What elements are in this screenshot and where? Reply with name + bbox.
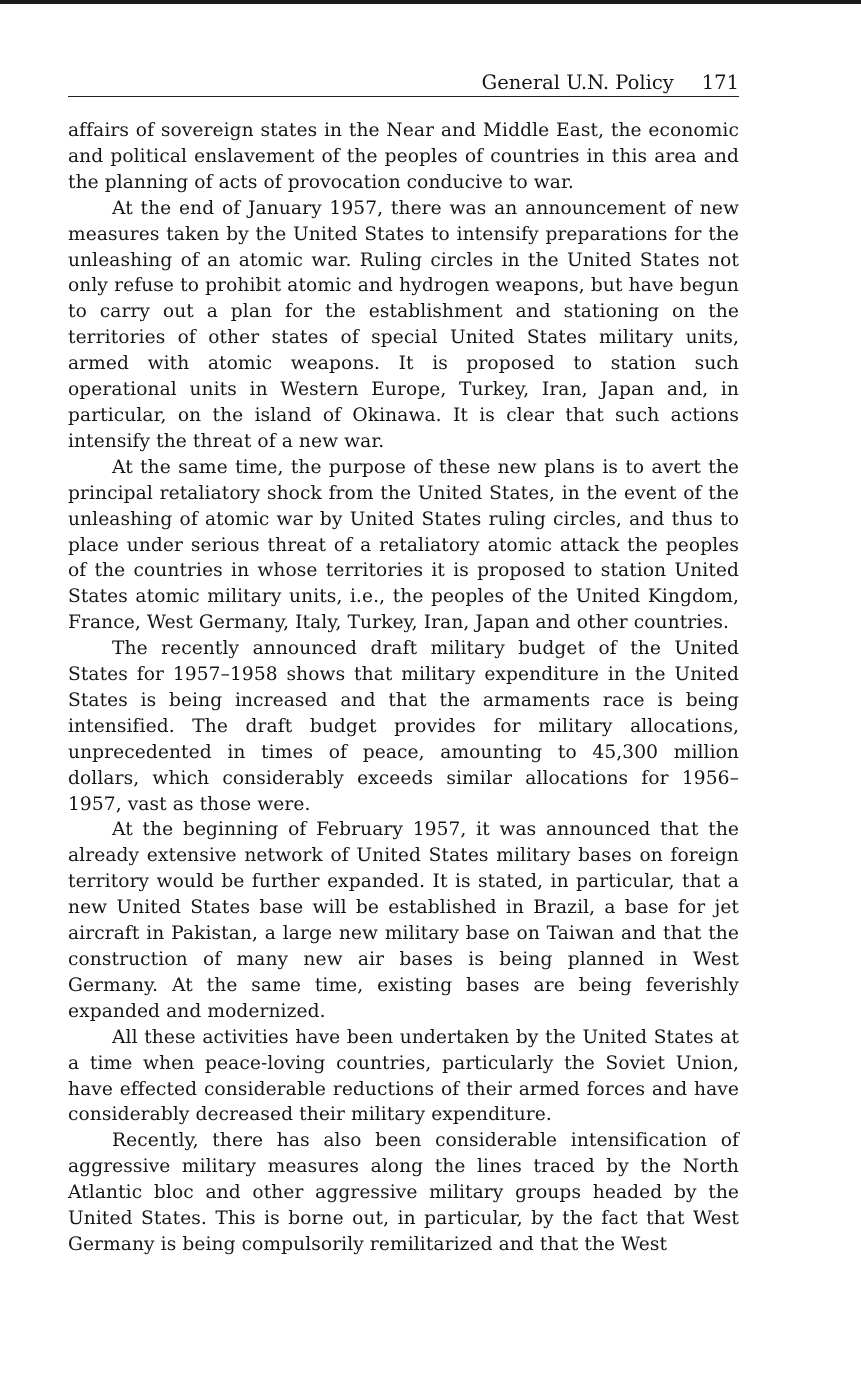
page-number: 171 — [701, 71, 739, 94]
paragraph: At the end of January 1957, there was an announcement of new measures taken by the United States to intensify preparations for the unleashing of an atomic war. Ruling circles in the United States not only refuse to prohibit atomic and hydrogen weapons, but have begun to carry out a plan for the establishment and stationing on the territories of other states of special United States military units, armed with atomic weapons. It is proposed to station such operational units in Western Europe, Turkey, Iran, Japan and, in particular, on the island of Okinawa. It is clear that such actions intensify the threat of a new war. — [68, 197, 739, 452]
body-text — [68, 118, 739, 1258]
paragraph: At the same time, the purpose of these new plans is to avert the principal retaliatory shock from the United States, in the event of the unleashing of atomic war by United States ruling circles, and thus to place under serious threat of a retaliatory atomic attack the peoples of the countries in whose territories it is proposed to station United States atomic military units, i.e., the peoples of the United Kingdom, France, West Germany, Italy, Turkey, Iran, Japan and other countries. — [68, 456, 739, 634]
paragraph: Recently, there has also been considerable intensification of aggressive military measures along the lines traced by the North Atlantic bloc and other aggressive military groups headed by the United States. This is borne out, in particular, by the fact that West Germany is being compulsorily remilitarized and that the West — [68, 1130, 739, 1255]
paragraph: The recently announced draft military budget of the United States for 1957–1958 shows that military expenditure in the United States is being increased and that the armaments race is being intensified. The draft budget provides for military allocations, unprecedented in times of peace, amounting to 45,300 million dollars, which considerably exceeds similar allocations for 1956–1957, vast as those were. — [68, 638, 739, 815]
paragraph: At the beginning of February 1957, it was announced that the already extensive network of United States military bases on foreign territory would be further expanded. It is stated, in particular, that a new United States base will be established in Brazil, a base for jet aircraft in Pakistan, a large new military base on Taiwan and that the construction of many new air bases is being planned in West Germany. At the same time, existing bases are being feverishly expanded and modernized. — [68, 819, 739, 1022]
paragraph: All these activities have been undertaken by the United States at a time when peace-loving countries, particularly the Soviet Union, have effected considerable reductions of their armed forces and have considerably decreased their military expenditure. — [68, 1026, 739, 1126]
running-header — [68, 70, 739, 97]
paragraph-continuation: affairs of sovereign states in the Near and Middle East, the economic and political enslavement of the peoples of countries in this area and the planning of acts of provocation conducive to war. — [68, 120, 739, 193]
running-header-title: General U.N. Policy — [481, 71, 674, 94]
top-border-rule — [0, 0, 861, 4]
